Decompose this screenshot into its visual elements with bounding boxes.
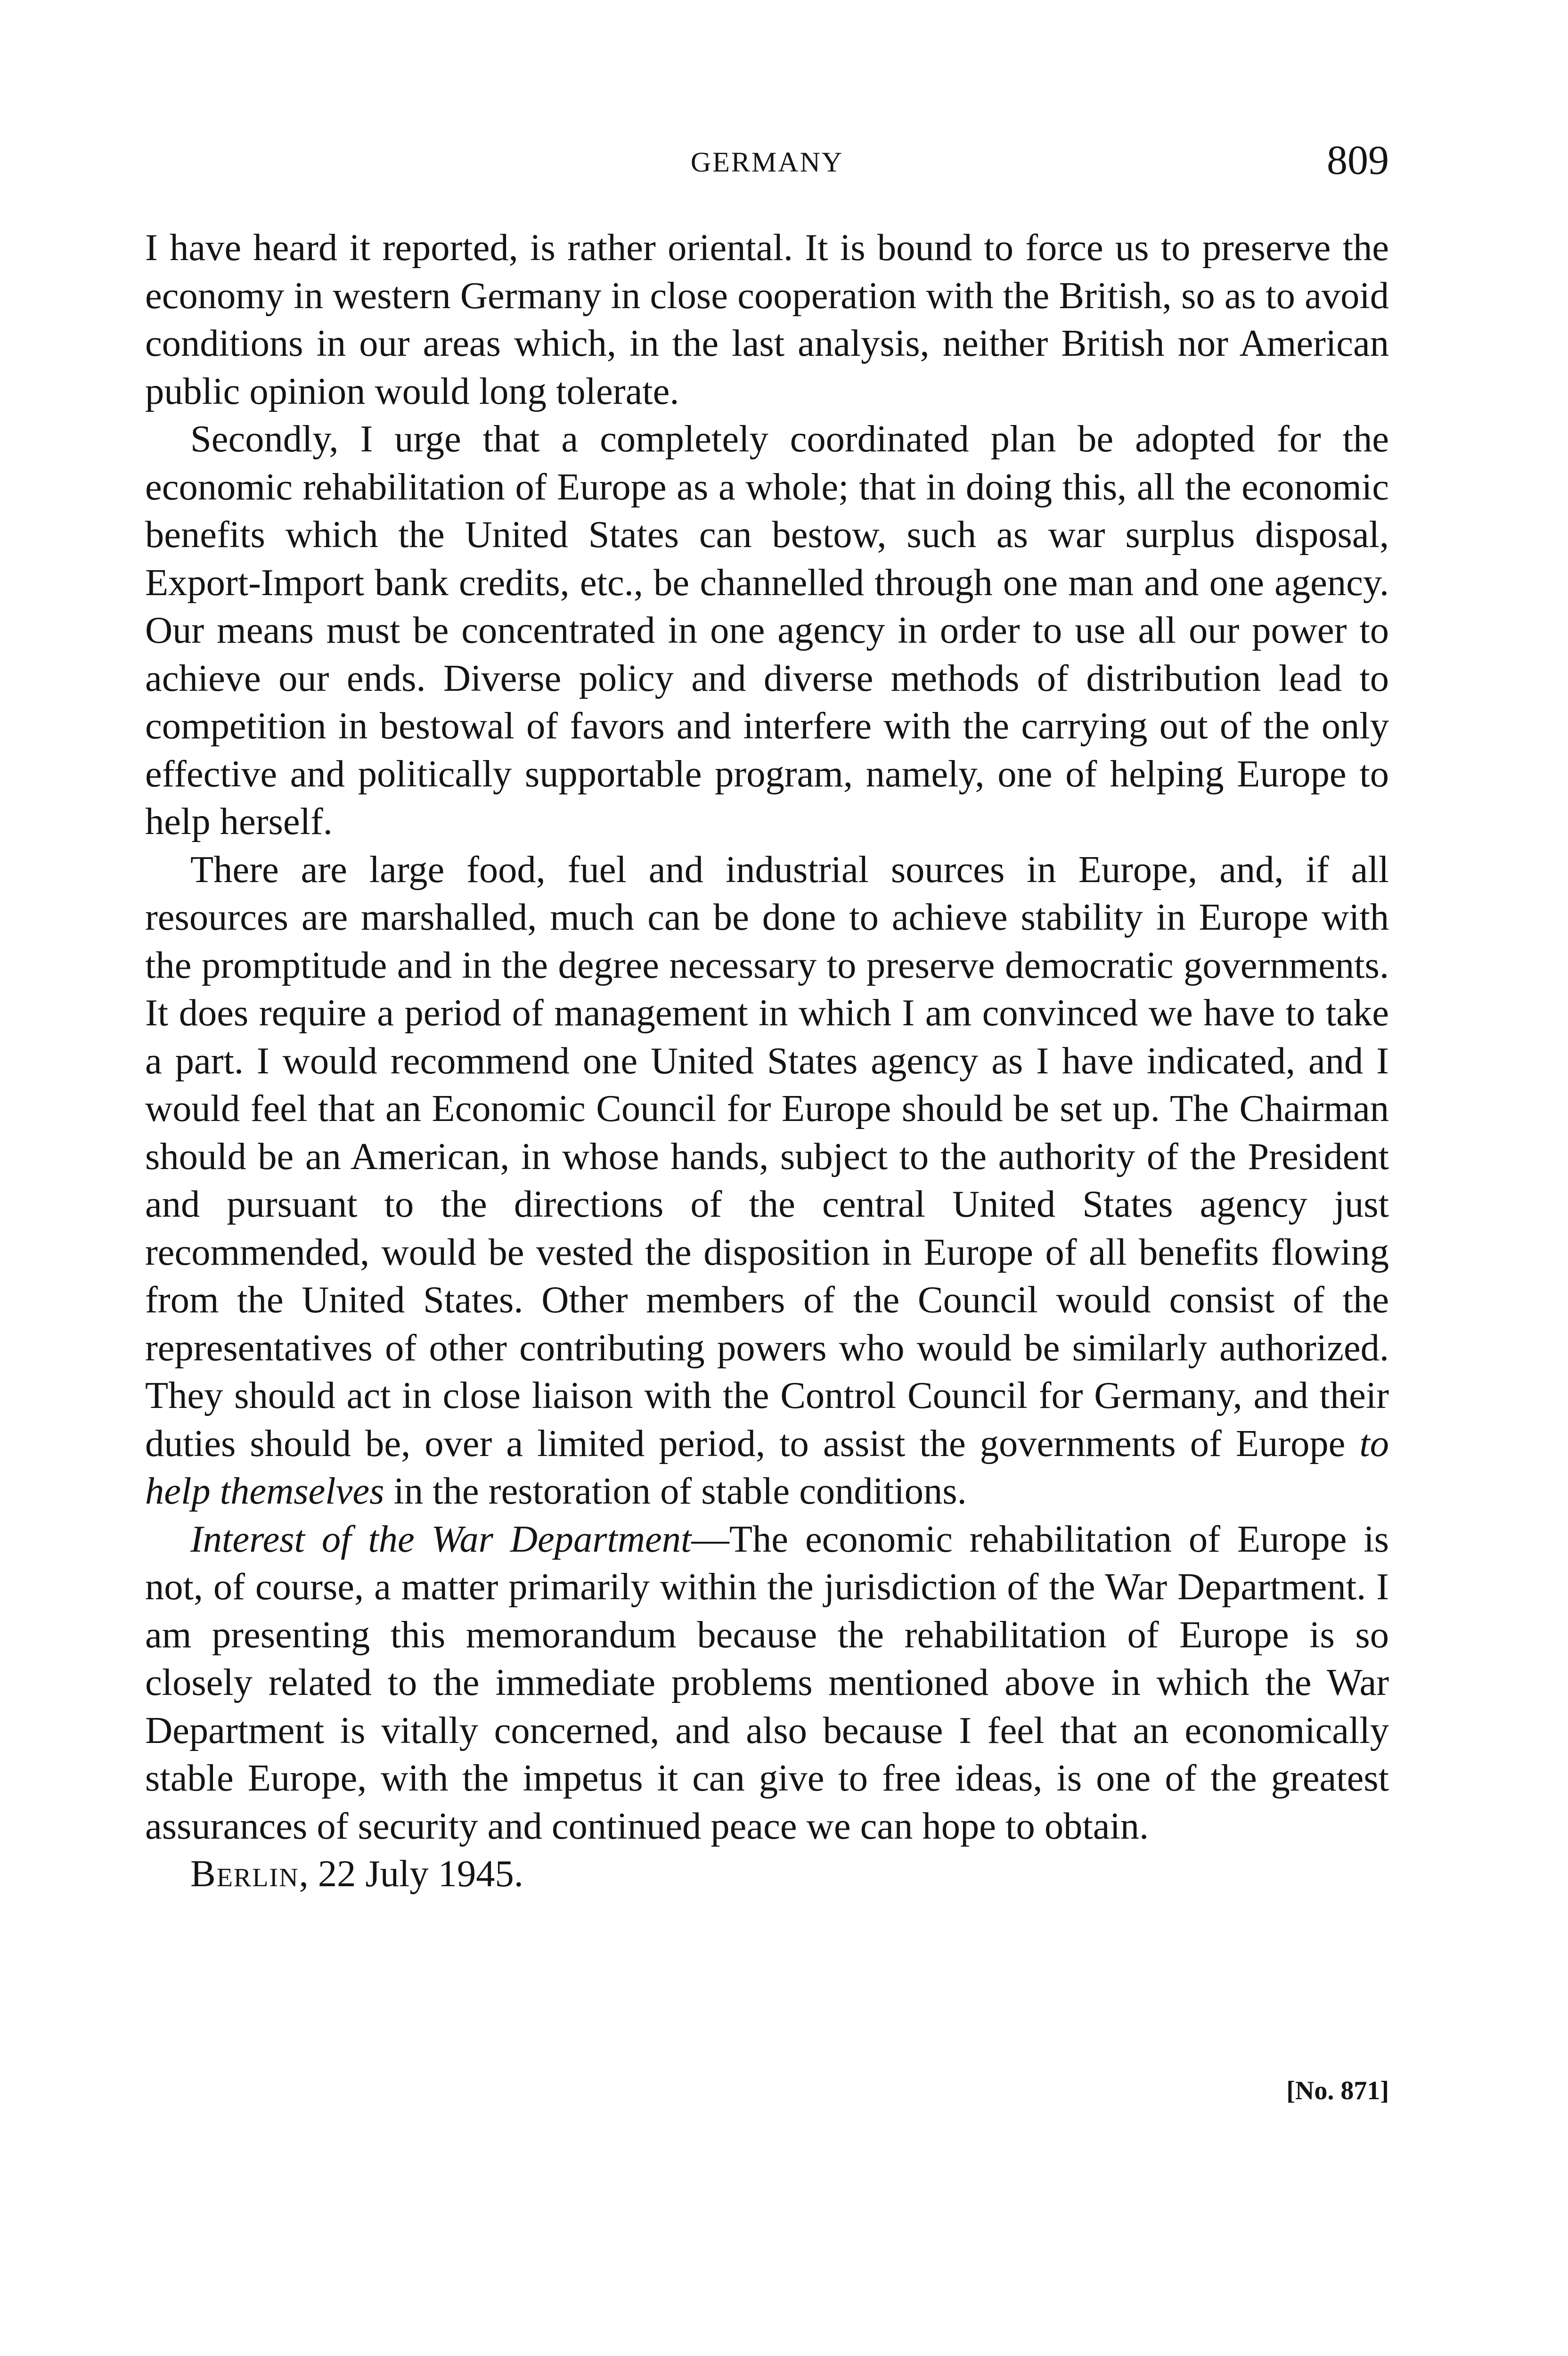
page-number: 809 [1327,138,1389,183]
paragraph-war-department-text: —The economic rehabilitation of Europe is not, of course, a matter primarily within the jurisdiction of the War Department. I am presenting this memorandum because the rehabilitation of Europe is so closely related to the immediate problems mentioned above in which the War Department is vitally concerned, and also because I feel that an economically stable Europe, with the impetus it can give to free ideas, is one of the greatest assurances of security and continued peace we can hope to obtain. [145,1518,1389,1847]
paragraph-economic-council-text: There are large food, fuel and industrial sources in Europe, and, if all resources are marshalled, much can be done to achieve stability in Europe with the promptitude and in the degree necessary to preserve democratic governments. It does require a period of management in which I am convinced we have to take a part. I would recommend one United States agency as I have indicated, and I would feel that an Economic Council for Europe should be set up. The Chairman should be an American, in whose hands, subject to the authority of the President and pursuant to the directions of the central United States agency just recommended, would be vested the disposition in Europe of all benefits flowing from the United States. Other members of the Council would consist of the representatives of other contributing powers who would be similarly authorized. They should act in close liaison with the Control Council for Germany, and their duties should be, over a limited period, to assist the governments of Europe [145,848,1389,1464]
paragraph-economic-council-ending: in the restoration of stable conditions. [384,1470,967,1512]
document-number: [No. 871] [1286,2076,1389,2105]
section-heading-war-department: Interest of the War Department [190,1518,692,1560]
italic-phrase-help-themselves: to help themselves [145,1422,1389,1512]
body-text [145,224,1389,1898]
running-title: GERMANY [690,147,844,178]
paragraph-war-department [145,1515,1389,1850]
paragraph-economic-council [145,846,1389,1515]
signoff-place: Berlin [190,1853,299,1895]
paragraph-continuation: I have heard it reported, is rather oriental. It is bound to force us to preserve the economy in western Germany in close cooperation with the British, so as to avoid conditions in our areas which, in the last analysis, neither British nor American public opinion would long tolerate. [145,227,1389,412]
running-head [145,137,1389,193]
paragraph-coordinated-plan: Secondly, I urge that a completely coordinated plan be adopted for the economic rehabilitation of Europe as a whole; that in doing this, all the economic benefits which the United States can bestow, such as war surplus disposal, Export-Import bank credits, etc., be channelled through one man and one agency. Our means must be concentrated in one agency in order to use all our power to achieve our ends. Diverse policy and diverse methods of distribution lead to competition in bestowal of favors and interfere with the carrying out of the only effective and politically supportable program, namely, one of helping Europe to help herself. [145,418,1389,843]
signoff-line [145,1850,1389,1898]
signoff-date: , 22 July 1945. [299,1853,523,1895]
